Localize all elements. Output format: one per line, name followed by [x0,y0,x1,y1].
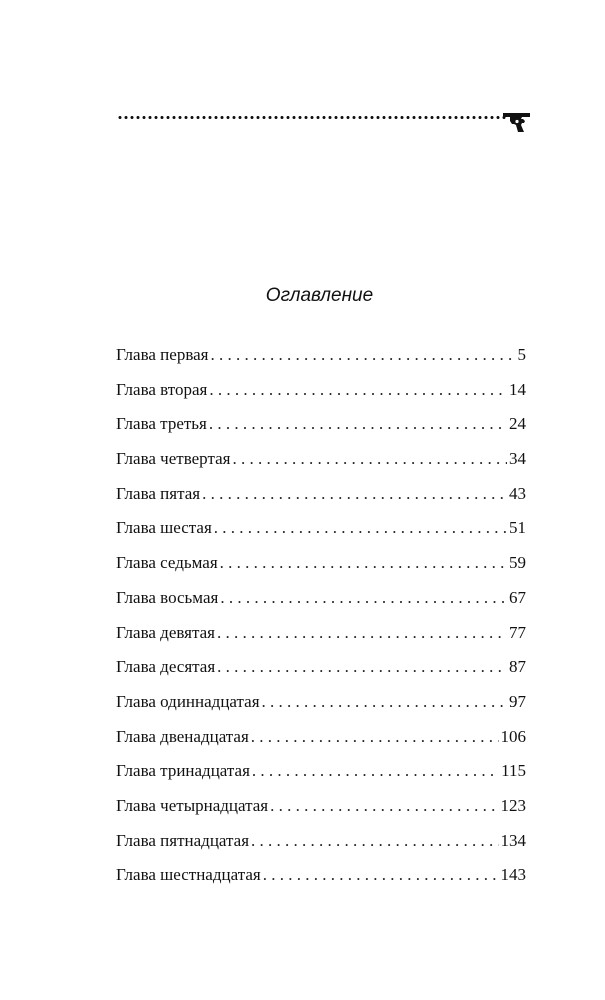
toc-entry-page: 51 [509,518,526,538]
dot-leader [252,761,499,781]
toc-entry[interactable] [116,553,526,588]
dot-leader [263,865,499,885]
toc-entry-page: 115 [501,761,526,781]
toc-entry[interactable] [116,380,526,415]
dot-leader [211,345,516,365]
toc-entry-label: Глава двенадцатая [116,726,249,746]
toc-entry[interactable] [116,623,526,658]
toc-entry-page: 87 [509,657,526,677]
toc-entry-page: 5 [517,345,526,364]
toc-entry[interactable] [116,761,526,796]
dot-leader [232,449,507,469]
toc-entry-label: Глава шестнадцатая [116,865,261,885]
toc-entry[interactable] [116,727,526,762]
dotted-header-rule [117,110,509,124]
toc-entry-label: Глава вторая [116,379,208,399]
dot-leader [214,518,507,538]
dot-leader [217,623,507,643]
toc-entry-label: Глава пятая [116,483,201,503]
table-of-contents [116,345,526,900]
toc-entry[interactable] [116,831,526,866]
toc-entry[interactable] [116,657,526,692]
dot-leader [220,588,507,608]
dot-leader [217,657,507,677]
dot-leader [209,380,507,400]
toc-entry-page: 77 [509,622,526,642]
toc-entry-label: Глава седьмая [116,553,218,573]
toc-entry-page: 143 [500,865,526,885]
toc-entry[interactable] [116,345,526,380]
toc-entry-label: Глава тринадцатая [116,761,250,781]
toc-entry-page: 67 [509,587,526,607]
toc-entry-label: Глава шестая [116,518,212,538]
dot-leader [220,553,507,573]
toc-entry-label: Глава девятая [116,622,215,642]
toc-entry[interactable] [116,865,526,900]
toc-entry[interactable] [116,414,526,449]
toc-entry-label: Глава пятнадцатая [116,830,250,850]
toc-entry[interactable] [116,588,526,623]
toc-entry-page: 123 [500,795,526,815]
toc-entry-page: 134 [500,830,526,850]
toc-entry-page: 106 [500,726,526,746]
toc-entry-label: Глава третья [116,414,207,434]
dot-leader [270,796,498,816]
toc-entry-label: Глава первая [116,345,209,364]
toc-entry-page: 14 [509,379,526,399]
revolver-icon [502,110,532,134]
toc-entry-label: Глава одиннадцатая [116,691,260,711]
toc-entry-page: 43 [509,483,526,503]
toc-entry[interactable] [116,449,526,484]
dotted-line [117,116,507,119]
toc-entry-label: Глава четырнадцатая [116,795,269,815]
page-title: Оглавление [265,285,374,306]
toc-entry-label: Глава четвертая [116,449,231,469]
dot-leader [262,692,507,712]
toc-entry[interactable] [116,796,526,831]
toc-entry[interactable] [116,518,526,553]
toc-entry-label: Глава восьмая [116,587,219,607]
dot-leader [202,484,507,504]
toc-entry-page: 59 [509,553,526,573]
toc-entry-page: 97 [509,691,526,711]
toc-entry[interactable] [116,692,526,727]
dot-leader [209,414,507,434]
toc-entry[interactable] [116,484,526,519]
toc-entry-label: Глава десятая [116,657,216,677]
toc-entry-page: 24 [509,414,526,434]
dot-leader [251,727,499,747]
toc-entry-page: 34 [509,449,526,469]
dot-leader [251,831,498,851]
